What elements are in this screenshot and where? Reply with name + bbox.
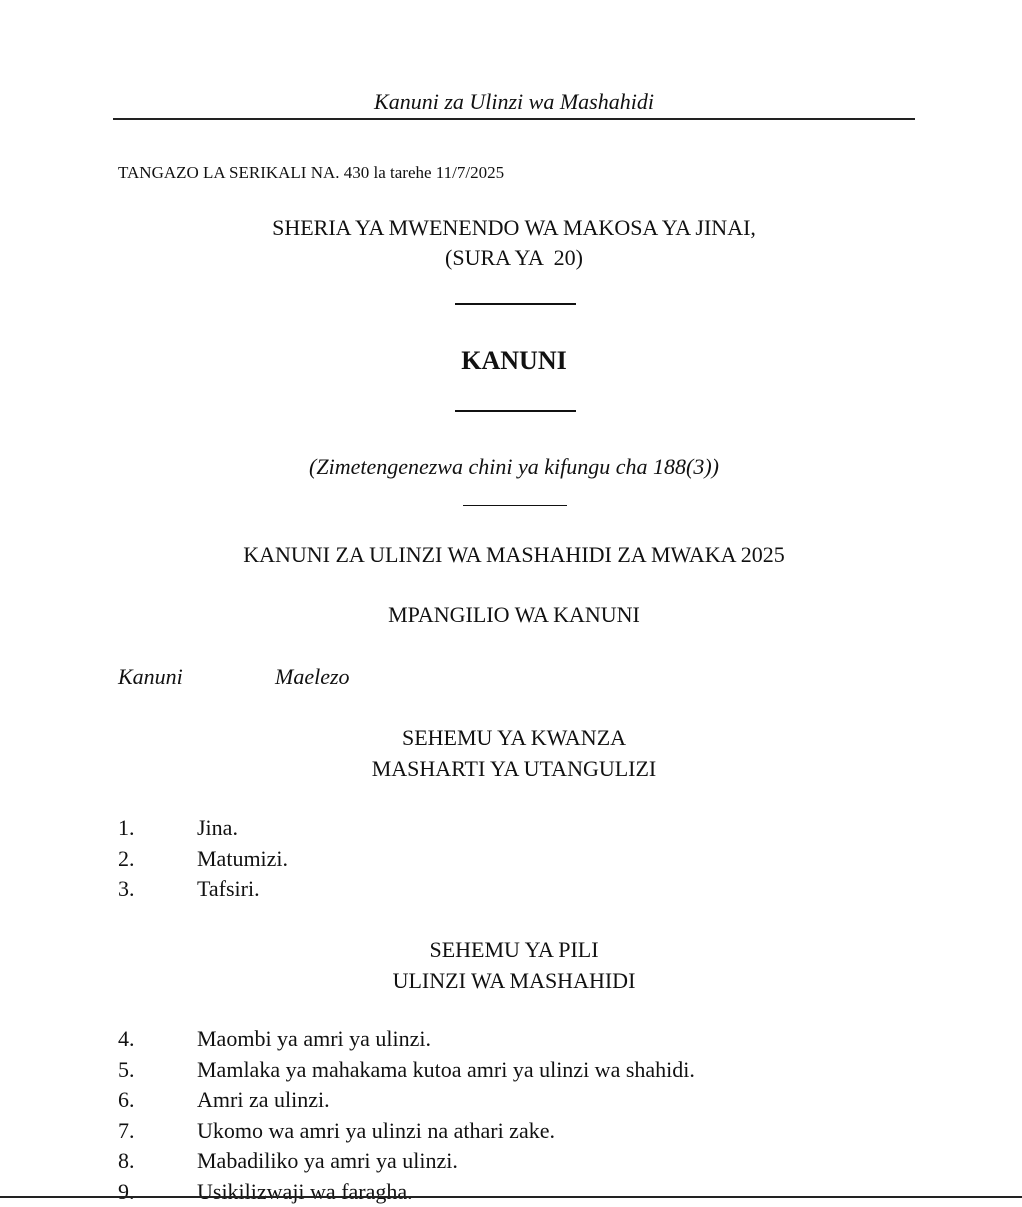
contents-list [118, 1024, 908, 1207]
item-number: 6. [118, 1085, 178, 1116]
list-item [118, 844, 908, 875]
act-title-line-1: SHERIA YA MWENENDO WA MAKOSA YA JINAI, [113, 213, 915, 243]
list-item [118, 813, 908, 844]
item-number: 2. [118, 844, 178, 875]
separator-rule [455, 303, 576, 305]
regulations-title: KANUNI ZA ULINZI WA MASHAHIDI ZA MWAKA 2025 [113, 540, 915, 570]
item-number: 4. [118, 1024, 178, 1055]
part-heading [113, 934, 915, 996]
list-item [118, 1116, 908, 1147]
running-header: Kanuni za Ulinzi wa Mashahidi [113, 88, 915, 116]
list-item [118, 1146, 908, 1177]
part-title: MASHARTI YA UTANGULIZI [113, 753, 915, 784]
column-header-description: Maelezo [275, 662, 350, 692]
part-name: SEHEMU YA KWANZA [113, 722, 915, 753]
item-text: Usikilizwaji wa faragha. [197, 1177, 413, 1207]
item-number: 8. [118, 1146, 178, 1177]
list-item [118, 1024, 908, 1055]
page-bottom-edge [0, 1196, 1022, 1198]
item-text: Matumizi. [197, 844, 288, 875]
item-number: 5. [118, 1055, 178, 1086]
part-title: ULINZI WA MASHAHIDI [113, 965, 915, 996]
act-title [113, 213, 915, 273]
list-item [118, 1177, 908, 1207]
item-text: Tafsiri. [197, 874, 260, 905]
item-text: Jina. [197, 813, 238, 844]
item-text: Maombi ya amri ya ulinzi. [197, 1024, 431, 1055]
header-rule [113, 118, 915, 120]
item-text: Mamlaka ya mahakama kutoa amri ya ulinzi wa shahidi. [197, 1055, 695, 1086]
item-number: 7. [118, 1116, 178, 1147]
separator-rule [463, 505, 567, 506]
list-item [118, 874, 908, 905]
list-item [118, 1085, 908, 1116]
item-text: Ukomo wa amri ya ulinzi na athari zake. [197, 1116, 555, 1147]
list-item [118, 1055, 908, 1086]
item-number: 3. [118, 874, 178, 905]
arrangement-title: MPANGILIO WA KANUNI [113, 600, 915, 630]
part-name: SEHEMU YA PILI [113, 934, 915, 965]
contents-list [118, 813, 908, 905]
item-text: Amri za ulinzi. [197, 1085, 330, 1116]
act-title-line-2: (SURA YA 20) [113, 243, 915, 273]
made-under-note: (Zimetengenezwa chini ya kifungu cha 188(3)) [113, 452, 915, 482]
part-heading [113, 722, 915, 784]
column-header-regulation: Kanuni [118, 662, 183, 692]
item-number: 9. [118, 1177, 178, 1207]
gazette-notice: TANGAZO LA SERIKALI NA. 430 la tarehe 11/7/2025 [118, 162, 504, 184]
separator-rule [455, 410, 576, 412]
item-text: Mabadiliko ya amri ya ulinzi. [197, 1146, 458, 1177]
main-heading: KANUNI [113, 344, 915, 378]
item-number: 1. [118, 813, 178, 844]
